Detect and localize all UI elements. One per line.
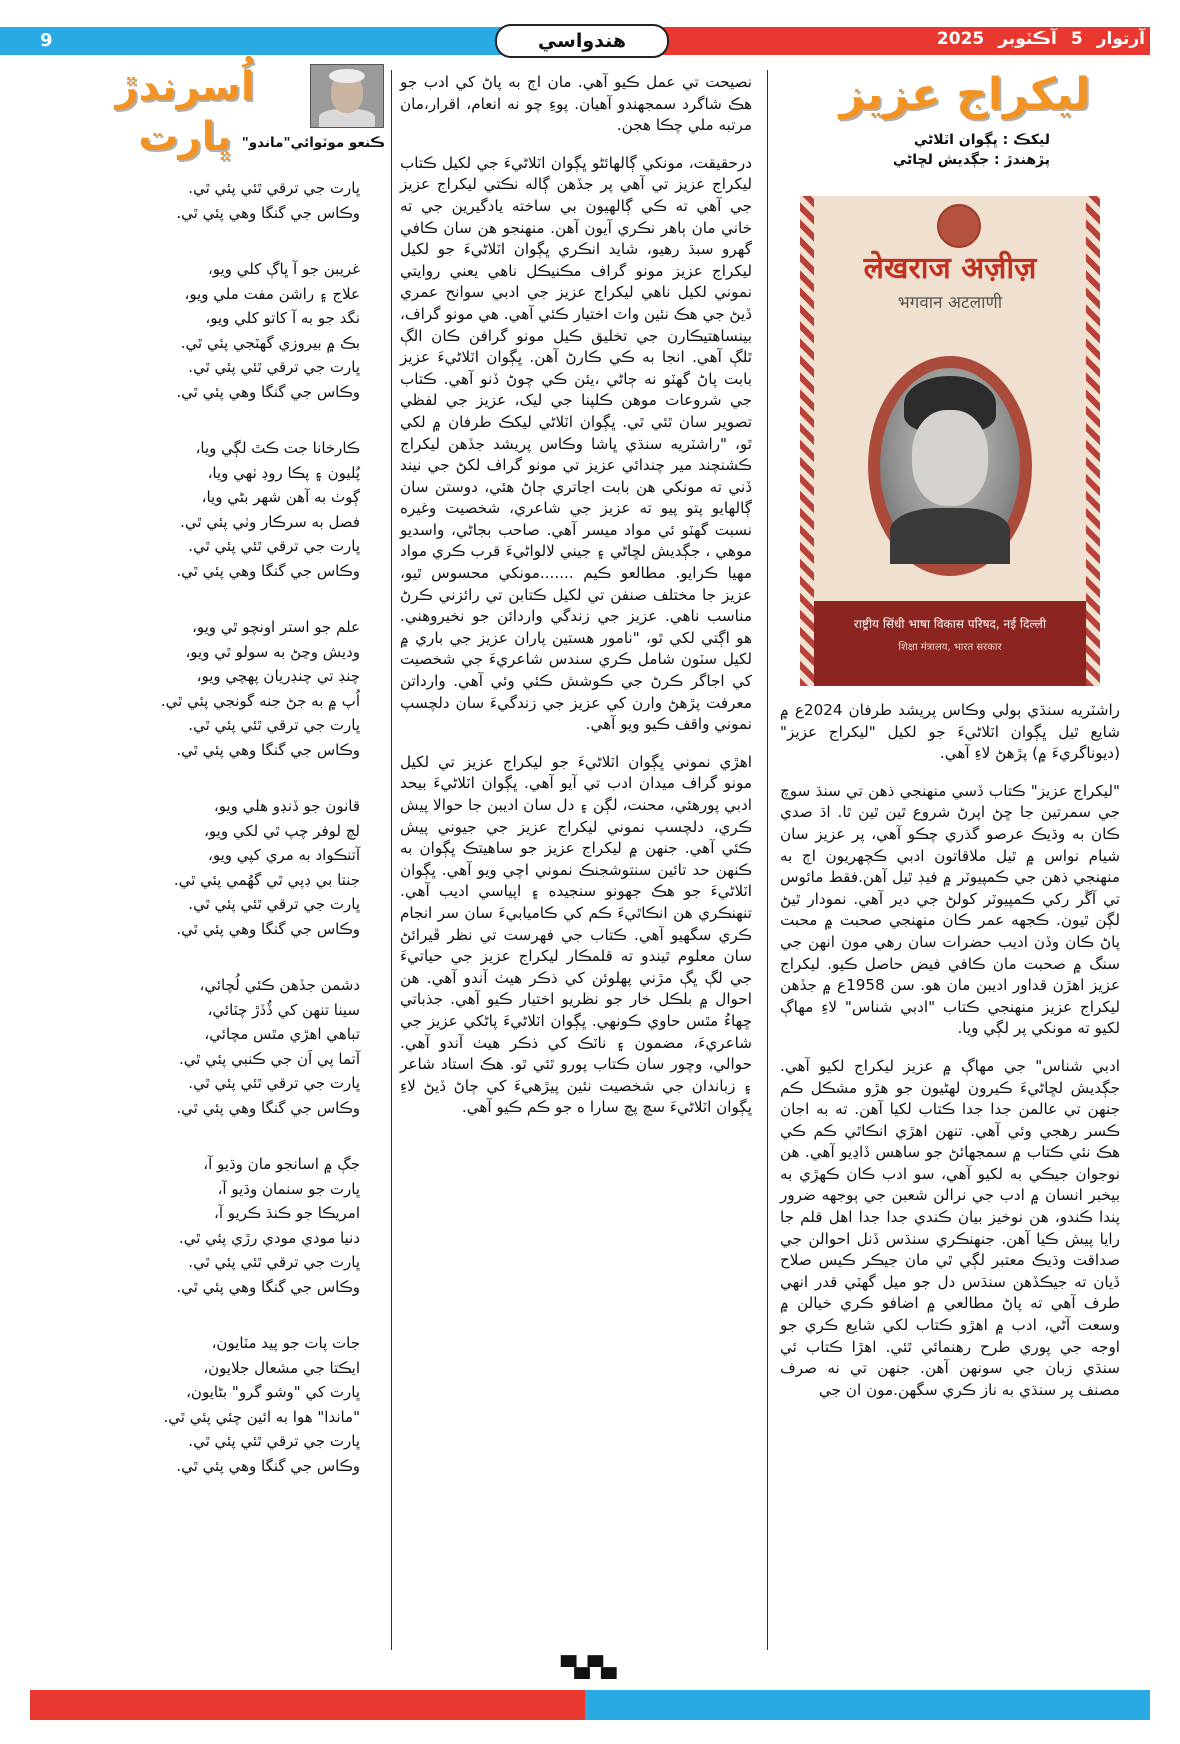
poem-line: دشمن جڏهن ڪئي لُچائي، xyxy=(199,976,360,994)
poet-photo xyxy=(310,64,384,128)
book-border-right xyxy=(1086,196,1100,686)
poem-line: وديش وڃڻ به سولو ٿي ويو، xyxy=(185,642,360,661)
book-cover-publisher: राष्ट्रीय सिंधी भाषा विकास परिषद, नई दिल्ली xyxy=(853,617,1047,631)
publisher-emblem-icon xyxy=(937,204,981,248)
poem-line: ڀارت جي ترقي ٿئي پئي ٿي. xyxy=(188,1074,360,1092)
poem-line: آتما پي اَن جي ڪنبي پئي ٿي. xyxy=(178,1049,360,1068)
book-cover-image xyxy=(800,196,1100,686)
poem-line: وڪاس جي گنگا وهي پئي ٿي. xyxy=(176,919,360,938)
column-divider xyxy=(767,70,768,1650)
poem-line: وڪاس جي گنگا وهي پئي ٿي. xyxy=(176,740,360,759)
book-cover-ministry: शिक्षा मंत्रालय, भारत सरकार xyxy=(898,642,1002,653)
poem-line: آتنڪواد به مري کپي ويو، xyxy=(207,846,360,864)
poem-line: وڪاس جي گنگا وهي پئي ٿي. xyxy=(176,1098,360,1117)
poem-line: ڀارت جي ترقي ٿئي پئي ٿي. xyxy=(188,358,360,376)
poem-line: تباهي اهڙي مٿس مچائي، xyxy=(204,1025,360,1043)
book-cover-title: लेखराज अज़ीज़ xyxy=(863,251,1037,286)
poem-stanza xyxy=(70,794,360,941)
poem-line: ڀارت جي ترقي ٿئي پئي ٿي. xyxy=(188,895,360,913)
poem-line: قانون جو ڏنڊو هلي ويو، xyxy=(213,797,360,815)
paragraph: اهڙي نموني ڀڳوان اٽلاڻيءَ جو ليکراج عزيز تي لکيل مونو گراف ميدان ادب تي آيو آهي. ڀڳوان اٽلاڻيءَ بيحد ادبي پورهئي، محنت، لڳن ۽ دل سان اديبن جا حوالا پيش ڪري، دلچسپ نموني ليکراج عزيز جي جيوني پيش ڪئي آهي. جنهن ۾ ليکراج عزيز جو ساهيتڪ ڀڳوان به ڪنهن حد تائين سنتوشجنڪ نموني اچي ويو آهي. ڀڳوان اٽلاڻيءَ جو هڪ جهونو سنجيده ۽ اپياسي اديب آهي. تنهنڪري هن انڪاٿيءَ ڪم کي ڪاميابيءَ سان سر انجام ڪري سگهيو آهي. ڪتاب جي فهرست تي نظر ڦيرائڻ سان معلوم ٿيندو ته قلمڪار ليکراج عزيز جي حياتيءَ جي لڳ ڀڳ مڙني پهلوئن کي ذڪر هيٺ آندو آهي. هن احوال ۾ بلڪل خار جو نظريو اختيار ڪيو آهي. جذباتي ڇهاءُ مٿس حاوي ڪونهي. ڀڳوان اٽلاڻيءَ پاڻکي عزيز جي شاعريءَ، مضمون ۽ ناٽڪ کي ذڪر هيٺ آندو آهي. حوالي، وچور سان ڪتاب پورو ٿئي ٿو. هڪ استاد شاعر ۽ زباندان جي شخصيت نئين پيڙهيءَ کي ڄاڻ ڏيڻ لاءِ ڀڳوان اٽلاڻيءَ سچ پچ سارا ه جو ڪم ڪيو آهي. xyxy=(400,752,752,1117)
page-number: 9 xyxy=(40,30,53,51)
date-day-name: آرتوار xyxy=(1096,29,1145,49)
poem-stanza xyxy=(70,1331,360,1478)
poem-line: "ماندا" هوا به ائين چئي پئي ٿي. xyxy=(163,1407,360,1426)
poem-stanza xyxy=(70,615,360,762)
poem-line: جات پات جو پيد مٽايون، xyxy=(211,1334,360,1352)
poem-line: ڀارت جي ترقي ٿئي پئي ٿي. xyxy=(188,537,360,555)
book-cover-author: भगवान अटलाणी xyxy=(897,293,1003,313)
poem-line: ڀارت جي ترقي ٿئي پئي ٿي. xyxy=(188,1432,360,1450)
poem-line: دنيا مودي مودي رڙي پئي ٿي. xyxy=(178,1228,360,1247)
portrait-face xyxy=(912,410,988,506)
poem-line: وڪاس جي گنگا وهي پئي ٿي. xyxy=(176,561,360,580)
poem-line: امريڪا جو ڪنڌ ڪريو آ، xyxy=(214,1204,360,1222)
footer-band-red xyxy=(30,1690,585,1720)
paragraph: نصيحت تي عمل ڪيو آهي. مان اڄ به پاڻ کي ادب جو هڪ شاگرد سمجهندو آهيان. پوءِ چو نه انعام، اقرار،مان مرتبه ملي چڪا هجن. xyxy=(400,73,752,135)
book-border-left xyxy=(800,196,814,686)
header-date xyxy=(923,29,1145,49)
poem-stanza xyxy=(70,176,360,225)
poem-line: وڪاس جي گنگا وهي پئي ٿي. xyxy=(176,1456,360,1475)
date-year: 2025 xyxy=(936,29,985,49)
poem-line: ڳوٺ به آهن شهر بڻي ويا، xyxy=(201,488,360,506)
poem-line: ڪارخانا جت ڪٿ لڳي ويا، xyxy=(195,439,360,457)
poem-line: ڀارت کي "وشو گرو" بڻايون، xyxy=(186,1383,360,1401)
poem-line: غريبن جو آ ڀاڳ کلي ويو، xyxy=(207,260,360,278)
right-article-title: ليکراج عزيز xyxy=(839,69,1091,120)
poem-line: چنڊ تي چنڊريان پهچي ويو، xyxy=(196,667,360,685)
paragraph: ادبي شناس" جي مهاڳ ۾ عزيز ليکراج لکيو آهي. جڳديش لڇاڻيءَ ڪيرون لهڻيون جو هڙو مشڪل ڪم جنهن تي عالمن جدا جدا ڪتاب لکيا آهن. ته به اجان ڪسر رهجي وئي آهي. تنهن اهڙي انڪاٿي ڪم ڪي هڪ نئي ڪتاب ۾ سمجهائڻ جو ساهس ڏاڍيو آهي. هن نوجوان جيڪي به لکيو آهي، سو ادب ڪان ڪهڙي به بيخبر انسان ۾ ادب جي نرالن شعبن جي ٻوجهه ضرور پندا ڪندو، هن نوخيز بيان ڪندي جدا جدا اهل قلم جا رايا پيش ڪيا آهن. جنهنڪري سنڌس ڏنل احوالن جي صداقت وڌيڪ معتبر لڳي ٿي مان جيڪر ڪيس صلاح ڏيان ته جيڪڏهن سنڌس دل جو ميل گهٽي قدر انهي طرف آهي ته پاڻ مطالعي ۾ اضافو ڪري خيالن ۾ وسعت آڻي، ادب ۾ اهڙو ڪتاب لکي شايع ڪري جو اوجه جي پوري طرح رهنمائي ٿئي. اهڙا ڪتاب ئي سنڌي زبان جي سونهن آهن. جنهن تي نه صرف مصنف پر سنڌي به ناز ڪري سگهن.مون ان جي xyxy=(780,1056,1120,1399)
poem-line: اُپ ۾ به جڻ جنه گونجي پئي ٿي. xyxy=(160,691,360,710)
poem-line: وڪاس جي گنگا وهي پئي ٿي. xyxy=(176,1277,360,1296)
poem-line: بڪ ۾ بيروزي گهٽجي پئي ٿي. xyxy=(180,333,360,352)
poem-body xyxy=(70,176,360,1510)
poem-line: پُليون ۽ پڪا روڊ ٺهي ويا، xyxy=(207,463,360,482)
poem-byline: ڪنعو موٽوائي"ماندو" xyxy=(241,135,385,151)
poet-hair xyxy=(329,69,365,83)
poem-line: علم جو استر اونچو ٿي ويو، xyxy=(191,618,360,636)
poem-stanza xyxy=(70,436,360,583)
poem-line: نگد جو به آ کاتو کلي ويو، xyxy=(205,309,360,327)
poem-line: جنتا بي ڊپي ٿي گهُمي پئي ٿي. xyxy=(173,870,360,889)
middle-article-body xyxy=(400,72,752,1135)
right-article-body xyxy=(780,700,1120,1417)
poem-line: ڀارت جو سنمان وڌيو آ، xyxy=(217,1179,360,1198)
paragraph: "ليکراج عزيز" ڪتاب ڏسي منهنجي ذهن تي سنڌ سوچ جي سمرتين جا ڇڻ اپرڻ شروع ٿين ٿين ٿا. اڌ صدي ڪان به وڌيڪ عرصو گذري چڪو آهي، پر عزيز سان شيام نواس ۾ ٿيل ملاقاتون ادبي ڪچهريون اڄ به منهنجي ذهن جي ڪمپيوٽر ۾ فيڊ ٿيل آهن.فقط مائوس تي آڱر رکي ڪمپيوٽر کولڻ جي دير آهي. نمودار ٿيڻ لڳن ٿيون. ڪجهه عمر ڪان منهنجي صحبت ۾ محبت پاڻ ڪان وڏن اديب حضرات سان رهي مون انهن جي سنگ ۾ صحبت مان ڪافي فيض حاصل ڪيو. ليکراج عزيز اهڙن قداور اديبن مان هو. سن 1958ع ۾ جڏهن ليکراج عزيز منهنجي ڪتاب "ادبي شناس" لاءِ مهاڳ لکيو ته مونکي پر لڳي ويا. xyxy=(780,781,1121,1038)
masthead-logo: هندواسي xyxy=(495,24,669,58)
poem-line: وڪاس جي گنگا وهي پئي ٿي. xyxy=(176,203,360,222)
poem-line: علاج ۽ راشن مفت ملي ويو، xyxy=(184,284,360,303)
footer-band-blue xyxy=(585,1690,1150,1720)
footer-ornament-icon: ▀▄▀▄ xyxy=(561,1655,615,1679)
poem-line: فصل به سرڪار وٺي پئي ٿي. xyxy=(180,512,360,531)
date-month: آڪٽوبر xyxy=(998,29,1057,49)
right-article-credits xyxy=(880,130,1050,170)
poem-line: ڀارت جي ترقي ٿئي پئي ٿي. xyxy=(188,179,360,197)
poem-line: ڀارت جي ترقي ٿئي پئي ٿي. xyxy=(188,716,360,734)
poem-line: لچ لوفر چپ ٿي لکي ويو، xyxy=(204,821,360,840)
poem-stanza xyxy=(70,257,360,404)
poem-stanza xyxy=(70,1152,360,1299)
poem-stanza xyxy=(70,973,360,1120)
poem-line: ايڪتا جي مشعال جلايون، xyxy=(203,1358,360,1377)
column-divider xyxy=(391,70,392,1650)
poem-line: جڳ ۾ اسانجو مان وڌيو آ، xyxy=(203,1155,360,1173)
portrait-suit xyxy=(890,508,1010,564)
poem-line: ڀارت جي ترقي ٿئي پئي ٿي. xyxy=(188,1253,360,1271)
date-day: 5 xyxy=(1070,29,1083,49)
paragraph: درحقيقت، مونکي ڳالهائڻو ڀڳوان اٽلاڻيءَ جي لکيل ڪتاب ليکراج عزيز تي آهي پر جڏهن ڳاله نڪتي ليکراج عزيز جي آهي ته ڪي ڳالهيون بي ساخته يادگيرين جي ته خاني مان ٻاهر نڪري آيون آهن. منهنجو هن سان ڪافي گهرو سبڌ رهيو، شايد انڪري ڀڳوان اٽلاڻيءَ جو لکيل ليکراج عزيز مونو گراف مڪنيڪل ناهي يعني روايتي نموني لکيل ناهي ليکراج عزيز جي ادبي سوانح عمري ڏيڻ جي هڪ نئين واٽ اختيار ڪئي آهي. هي مونو گراف، بينساهتيڪارن جي تخليق ڪيل مونو گرافن ڪان الڳ ٿلڳ آهي. انجا به ڪي ڪارڻ آهن. ڀڳوان اٽلاڻيءَ عزيز بابت پاڻ گهٽو نه ڄاڻي ،يئن ڪي چوڻ ڏنو آهي. ڪتاب جي شروعات موهن ڪلپنا جي ليک، عزيز جي لفظي تصوير سان ٿئي ٿي. ڀڳوان اٽلاڻي ليکڪ طرفان ۾ لکي ٿو، "راشٽريه سنڌي ڀاشا وڪاس پريشد جڏهن ليکراج ڪشنچند مير چندائي عزيز تي مونو گراف لکڻ جي نيند ڏني ته مونکي هن بابت اڃاتري ڄاڻ هئي، دوستن سان ڳالهايو پتو پيو ته عزيز جي شاعري، شخصيت وغيره نسبت گهٽو ئي مواد ميسر آهي. صاحب بجاڻي، واسديو موهي ، جڳديش لڇاڻي ۽ جيني لالواڻيءَ قرب ڪري مواد مهيا ڪرايو. مطالعو ڪيم .......مونکي محسوس ٿيو، عزيز جا مختلف صنفن تي لکيل ڪتابن تي رائزني ڪرڻ مناسب ناهي. عزيز جي زندگي واردائن جو نخيروهني. هو اڳتي لکي ٿو، "نامور هستين پاران عزيز جي باري ۾ لکيل سٽون شامل ڪري سندس شاعريءَ جي شخصيت کي اجاگر ڪرڻ جي ڪوشش ڪئي وئي آهي. وارداتن معرفت پڙهڻ وارن کي عزيز جي زندگيءَ سان دلچسپ نموني واقف ڪيو ويو آهي. xyxy=(400,153,752,734)
paragraph: راشٽريه سنڌي ٻولي وڪاس پريشد طرفان 2024ع ۾ شايع ٿيل ڀڳوان اٽلاڻيءَ جو لکيل "ليکراج عزيز" (ديوناگريءَ ۾) پڙهڻ لاءِ آهي. xyxy=(780,701,1120,763)
reader-line: پڙهندڙ : جڳديش لڇاڻي xyxy=(892,152,1050,168)
author-line: ليکڪ : ڀڳوان اٽلاڻي xyxy=(913,132,1050,148)
poem-line: سينا تنهن کي ڏُڏڙ چٽائي، xyxy=(207,1000,360,1019)
poem-title: اُسرندڙ ڀارت xyxy=(115,64,255,160)
poem-line: وڪاس جي گنگا وهي پئي ٿي. xyxy=(176,382,360,401)
